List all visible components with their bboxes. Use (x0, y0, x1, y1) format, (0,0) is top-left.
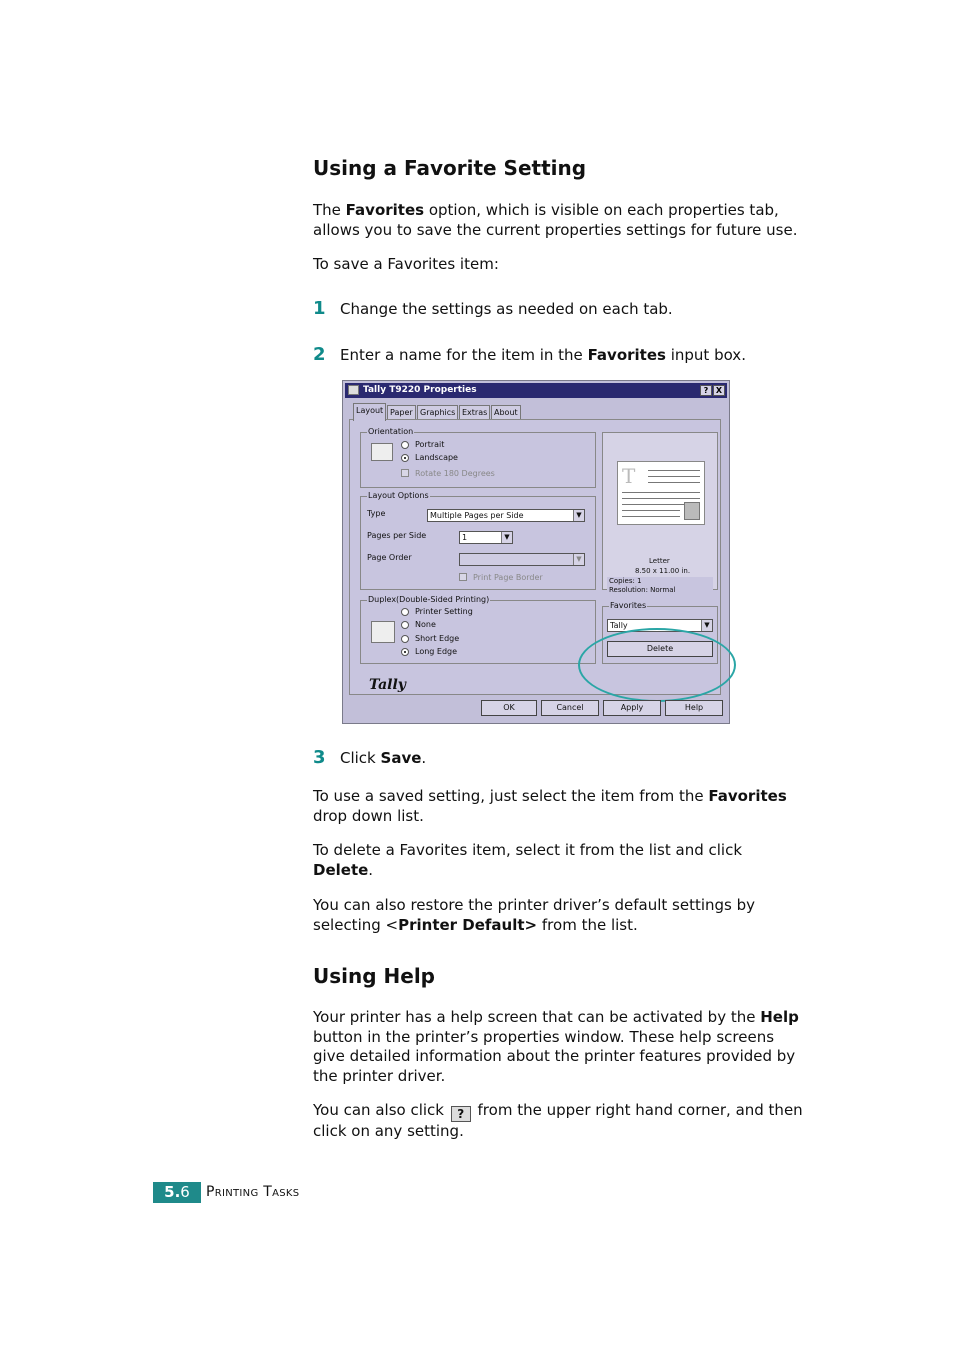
rotate-label: Rotate 180 Degrees (415, 469, 495, 478)
step-1: 1 Change the settings as needed on each tab. (313, 298, 673, 319)
page-order-select[interactable] (459, 553, 585, 566)
page-order-label: Page Order (367, 553, 412, 562)
paper-size: 8.50 x 11.00 in. (635, 567, 691, 575)
dialog-title: Tally T9220 Properties (363, 385, 477, 395)
pages-per-side-label: Pages per Side (367, 531, 427, 540)
step-3: 3 Click Save. (313, 747, 427, 768)
step-number: 3 (313, 747, 326, 768)
duplex-group (360, 595, 596, 664)
short-edge-label: Short Edge (415, 634, 460, 643)
printer-properties-dialog (342, 380, 730, 724)
paper-name: Letter (649, 557, 670, 565)
close-button[interactable]: X (713, 385, 725, 396)
help-intro-text: Your printer has a help screen that can be activated by the Help button in the printer’s properties window. These help screens give detailed information about the printer features provided by the printer driver. (313, 1008, 799, 1085)
copies-info: Copies: 1 (607, 577, 713, 586)
tab-layout[interactable]: Layout (353, 403, 386, 421)
duplex-label: Duplex(Double-Sided Printing) (368, 595, 490, 604)
page-border-label: Print Page Border (473, 573, 543, 582)
chevron-down-icon: ▼ (701, 620, 712, 631)
none-label: None (415, 620, 436, 629)
tab-graphics[interactable]: Graphics (417, 405, 458, 420)
tally-logo: Tally (369, 677, 406, 693)
layout-options-group (360, 491, 596, 590)
chevron-down-icon: ▼ (573, 510, 584, 521)
favorites-label: Favorites (610, 601, 647, 610)
page-preview (602, 432, 718, 594)
type-label: Type (367, 509, 386, 518)
highlight-ellipse (578, 628, 736, 702)
orientation-group (360, 427, 596, 488)
restore-default-text: You can also restore the printer driver’s default settings by selecting <Printer Default> from the list. (313, 896, 756, 934)
page-number-badge: 5.6 (153, 1182, 201, 1203)
printer-icon (348, 385, 359, 395)
page-border-checkbox[interactable] (459, 573, 467, 581)
resolution-info: Resolution: Normal (607, 586, 713, 595)
type-select[interactable]: Multiple Pages per Side ▼ (427, 509, 585, 522)
layout-options-label: Layout Options (368, 491, 429, 500)
none-radio[interactable] (401, 621, 409, 629)
step-2: 2 Enter a name for the item in the Favorites input box. (313, 344, 746, 365)
step-number: 2 (313, 344, 326, 365)
printer-setting-label: Printer Setting (415, 607, 473, 616)
tab-about[interactable]: About (491, 405, 521, 420)
footer-section-title: Printing Tasks (206, 1184, 300, 1200)
portrait-radio[interactable] (401, 441, 409, 449)
printer-setting-radio[interactable] (401, 608, 409, 616)
help-question-icon: ? (451, 1106, 471, 1122)
use-saved-text: To use a saved setting, just select the item from the Favorites drop down list. (313, 787, 787, 825)
to-save-text: To save a Favorites item: (313, 255, 499, 273)
mini-page-icon (684, 502, 700, 520)
favorites-intro: The Favorites option, which is visible on each properties tab, allows you to save the current properties settings for future use. (313, 201, 798, 239)
duplex-icon (371, 621, 395, 643)
help-button[interactable]: Help (665, 700, 723, 716)
help-title-button[interactable]: ? (700, 385, 712, 396)
favorites-select[interactable]: Tally ▼ (607, 619, 713, 632)
orientation-icon (371, 443, 393, 461)
delete-favorite-text: To delete a Favorites item, select it from the list and click Delete. (313, 841, 743, 879)
ok-button[interactable]: OK (481, 700, 537, 716)
long-edge-radio[interactable] (401, 648, 409, 656)
cancel-button[interactable]: Cancel (541, 700, 599, 716)
section-title: Using a Favorite Setting (313, 156, 587, 180)
orientation-label: Orientation (368, 427, 414, 436)
help-icon-text: You can also click ? from the upper right hand corner, and then click on any setting. (313, 1101, 803, 1140)
rotate-checkbox[interactable] (401, 469, 409, 477)
preview-text-icon: T (622, 464, 636, 488)
landscape-label: Landscape (415, 453, 458, 462)
preview-page (617, 461, 705, 525)
apply-button[interactable]: Apply (603, 700, 661, 716)
chevron-down-icon: ▼ (573, 554, 584, 565)
long-edge-label: Long Edge (415, 647, 458, 656)
chevron-down-icon: ▼ (501, 532, 512, 543)
delete-button[interactable]: Delete (607, 641, 713, 657)
layout-panel (349, 419, 721, 695)
dialog-titlebar (345, 383, 727, 398)
pages-per-side-select[interactable]: 1 ▼ (459, 531, 513, 544)
tab-paper[interactable]: Paper (387, 405, 416, 420)
step-number: 1 (313, 298, 326, 319)
portrait-label: Portrait (415, 440, 445, 449)
tab-extras[interactable]: Extras (459, 405, 490, 420)
landscape-radio[interactable] (401, 454, 409, 462)
short-edge-radio[interactable] (401, 635, 409, 643)
section-title-help: Using Help (313, 964, 435, 988)
